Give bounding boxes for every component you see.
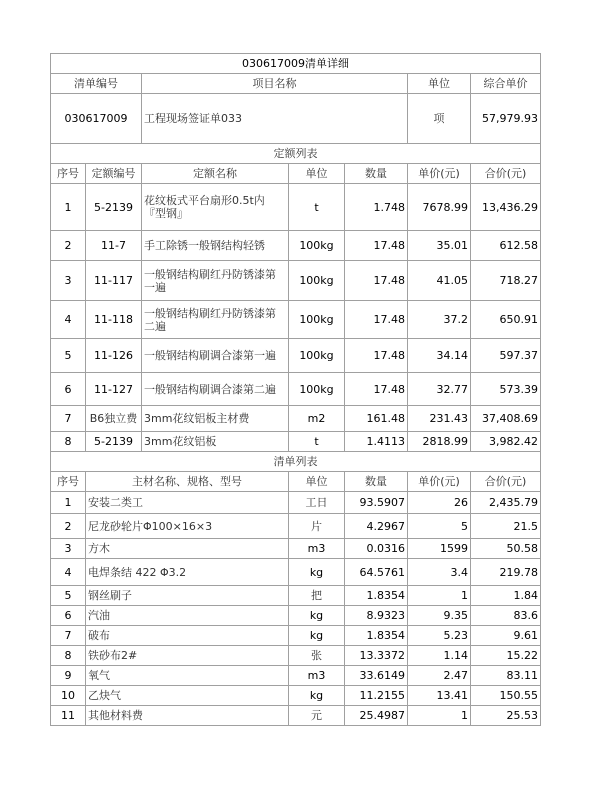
quota-seq: 7 [51,406,86,432]
quota-total-header: 合价(元) [471,164,541,184]
material-seq: 1 [51,492,86,514]
quota-seq: 2 [51,231,86,261]
quota-unit-price: 34.14 [408,339,471,373]
quota-unit: 100kg [289,231,345,261]
quota-unit: 100kg [289,261,345,301]
quota-code: 5-2139 [86,432,142,452]
material-seq: 3 [51,539,86,559]
material-qty: 33.6149 [345,666,408,686]
quota-unit: m2 [289,406,345,432]
quota-name: 3mm花纹铝板主材费 [142,406,289,432]
material-unit: kg [289,606,345,626]
quota-total: 3,982.42 [471,432,541,452]
quota-qty: 1.4113 [345,432,408,452]
material-name: 破布 [86,626,289,646]
quota-seq: 4 [51,301,86,339]
quota-header-row [51,164,541,184]
material-unit-price: 5 [408,514,471,539]
bill-header-row [51,74,541,94]
quota-code-header: 定额编号 [86,164,142,184]
material-unit-price: 2.47 [408,666,471,686]
material-unit-price: 5.23 [408,626,471,646]
material-qty: 4.2967 [345,514,408,539]
material-seq: 9 [51,666,86,686]
material-unit: 工日 [289,492,345,514]
quota-unit-price: 7678.99 [408,184,471,231]
table-row [51,559,541,586]
material-total: 1.84 [471,586,541,606]
quota-code: 11-127 [86,373,142,406]
quota-seq: 8 [51,432,86,452]
material-seq: 10 [51,686,86,706]
bill-code-header: 清单编号 [51,74,142,94]
quota-seq: 1 [51,184,86,231]
material-name: 安装二类工 [86,492,289,514]
material-seq: 2 [51,514,86,539]
bill-code: 030617009 [51,94,142,144]
material-unit-price-header: 单价(元) [408,472,471,492]
bill-price-header: 综合单价 [471,74,541,94]
bill-price: 57,979.93 [471,94,541,144]
table-row [51,646,541,666]
quota-total: 13,436.29 [471,184,541,231]
quota-code: 11-7 [86,231,142,261]
quota-unit-price: 37.2 [408,301,471,339]
quota-total: 650.91 [471,301,541,339]
quota-name: 一般钢结构刷红丹防锈漆第二遍 [142,301,289,339]
material-total: 2,435.79 [471,492,541,514]
quota-qty: 17.48 [345,261,408,301]
material-unit-price: 13.41 [408,686,471,706]
table-row [51,432,541,452]
material-unit: m3 [289,539,345,559]
quota-unit: 100kg [289,301,345,339]
material-section-row [51,452,541,472]
quota-qty: 17.48 [345,339,408,373]
material-seq: 7 [51,626,86,646]
material-name: 尼龙砂轮片Φ100×16×3 [86,514,289,539]
quota-unit-price: 32.77 [408,373,471,406]
material-name: 汽油 [86,606,289,626]
quota-unit-price: 41.05 [408,261,471,301]
table-title: 030617009清单详细 [51,54,541,74]
quota-qty: 161.48 [345,406,408,432]
quota-name: 一般钢结构刷调合漆第二遍 [142,373,289,406]
material-name: 方木 [86,539,289,559]
table-row [51,231,541,261]
material-seq: 8 [51,646,86,666]
bill-name-header: 项目名称 [142,74,408,94]
material-unit-header: 单位 [289,472,345,492]
material-total: 50.58 [471,539,541,559]
material-qty: 1.8354 [345,626,408,646]
material-header-row [51,472,541,492]
material-total: 25.53 [471,706,541,726]
material-unit: kg [289,626,345,646]
bill-unit: 项 [408,94,471,144]
material-seq: 11 [51,706,86,726]
quota-seq: 3 [51,261,86,301]
material-unit-price: 1 [408,706,471,726]
material-name: 乙炔气 [86,686,289,706]
quota-name: 一般钢结构刷调合漆第一遍 [142,339,289,373]
table-row [51,339,541,373]
quota-unit-price-header: 单价(元) [408,164,471,184]
quota-unit: 100kg [289,373,345,406]
table-row [51,261,541,301]
material-qty: 11.2155 [345,686,408,706]
table-row [51,406,541,432]
quota-seq: 6 [51,373,86,406]
quota-total: 718.27 [471,261,541,301]
table-row [51,706,541,726]
quota-name: 手工除锈一般钢结构轻锈 [142,231,289,261]
material-total: 150.55 [471,686,541,706]
table-row [51,586,541,606]
table-row [51,301,541,339]
material-qty: 13.3372 [345,646,408,666]
quota-code: 5-2139 [86,184,142,231]
material-total: 15.22 [471,646,541,666]
quota-qty: 1.748 [345,184,408,231]
quota-total: 573.39 [471,373,541,406]
quota-section-row [51,144,541,164]
quota-unit: t [289,184,345,231]
quota-qty-header: 数量 [345,164,408,184]
quota-unit-price: 35.01 [408,231,471,261]
material-qty-header: 数量 [345,472,408,492]
quota-section-title: 定额列表 [51,144,541,164]
quota-name: 花纹板式平台扇形0.5t内『型钢』 [142,184,289,231]
quota-code: B6独立费 [86,406,142,432]
material-qty: 8.9323 [345,606,408,626]
table-row [51,514,541,539]
quota-unit-price: 2818.99 [408,432,471,452]
quota-qty: 17.48 [345,373,408,406]
material-seq: 4 [51,559,86,586]
quota-total: 597.37 [471,339,541,373]
material-unit: 张 [289,646,345,666]
material-unit: 片 [289,514,345,539]
material-unit: kg [289,686,345,706]
table-row [51,666,541,686]
material-unit-price: 3.4 [408,559,471,586]
table-row [51,184,541,231]
material-qty: 25.4987 [345,706,408,726]
quota-name: 一般钢结构刷红丹防锈漆第一遍 [142,261,289,301]
quota-unit: 100kg [289,339,345,373]
quota-seq-header: 序号 [51,164,86,184]
quota-seq: 5 [51,339,86,373]
quota-name: 3mm花纹铝板 [142,432,289,452]
material-qty: 1.8354 [345,586,408,606]
material-seq: 5 [51,586,86,606]
material-name: 电焊条结 422 Φ3.2 [86,559,289,586]
material-unit-price: 9.35 [408,606,471,626]
quota-qty: 17.48 [345,231,408,261]
material-unit-price: 1.14 [408,646,471,666]
material-seq-header: 序号 [51,472,86,492]
material-name: 钢丝刷子 [86,586,289,606]
material-name: 其他材料费 [86,706,289,726]
material-total: 219.78 [471,559,541,586]
bill-name: 工程现场签证单033 [142,94,408,144]
material-total: 21.5 [471,514,541,539]
material-unit-price: 26 [408,492,471,514]
quota-unit-header: 单位 [289,164,345,184]
material-qty: 0.0316 [345,539,408,559]
table-row [51,539,541,559]
material-unit-price: 1 [408,586,471,606]
table-row [51,492,541,514]
quota-qty: 17.48 [345,301,408,339]
bill-row [51,94,541,144]
quota-code: 11-126 [86,339,142,373]
quota-unit-price: 231.43 [408,406,471,432]
quota-code: 11-117 [86,261,142,301]
material-qty: 64.5761 [345,559,408,586]
quota-name-header: 定额名称 [142,164,289,184]
material-total-header: 合价(元) [471,472,541,492]
table-row [51,373,541,406]
material-unit-price: 1599 [408,539,471,559]
material-total: 83.6 [471,606,541,626]
table-row [51,606,541,626]
material-qty: 93.5907 [345,492,408,514]
material-unit: m3 [289,666,345,686]
material-name: 氧气 [86,666,289,686]
material-total: 9.61 [471,626,541,646]
material-section-title: 清单列表 [51,452,541,472]
material-unit: kg [289,559,345,586]
table-row [51,626,541,646]
bill-detail-table [50,53,541,726]
material-unit: 元 [289,706,345,726]
material-total: 83.11 [471,666,541,686]
title-row [51,54,541,74]
material-seq: 6 [51,606,86,626]
quota-unit: t [289,432,345,452]
quota-code: 11-118 [86,301,142,339]
bill-unit-header: 单位 [408,74,471,94]
material-name: 铁砂布2# [86,646,289,666]
table-row [51,686,541,706]
material-unit: 把 [289,586,345,606]
quota-total: 612.58 [471,231,541,261]
material-name-header: 主材名称、规格、型号 [86,472,289,492]
quota-total: 37,408.69 [471,406,541,432]
